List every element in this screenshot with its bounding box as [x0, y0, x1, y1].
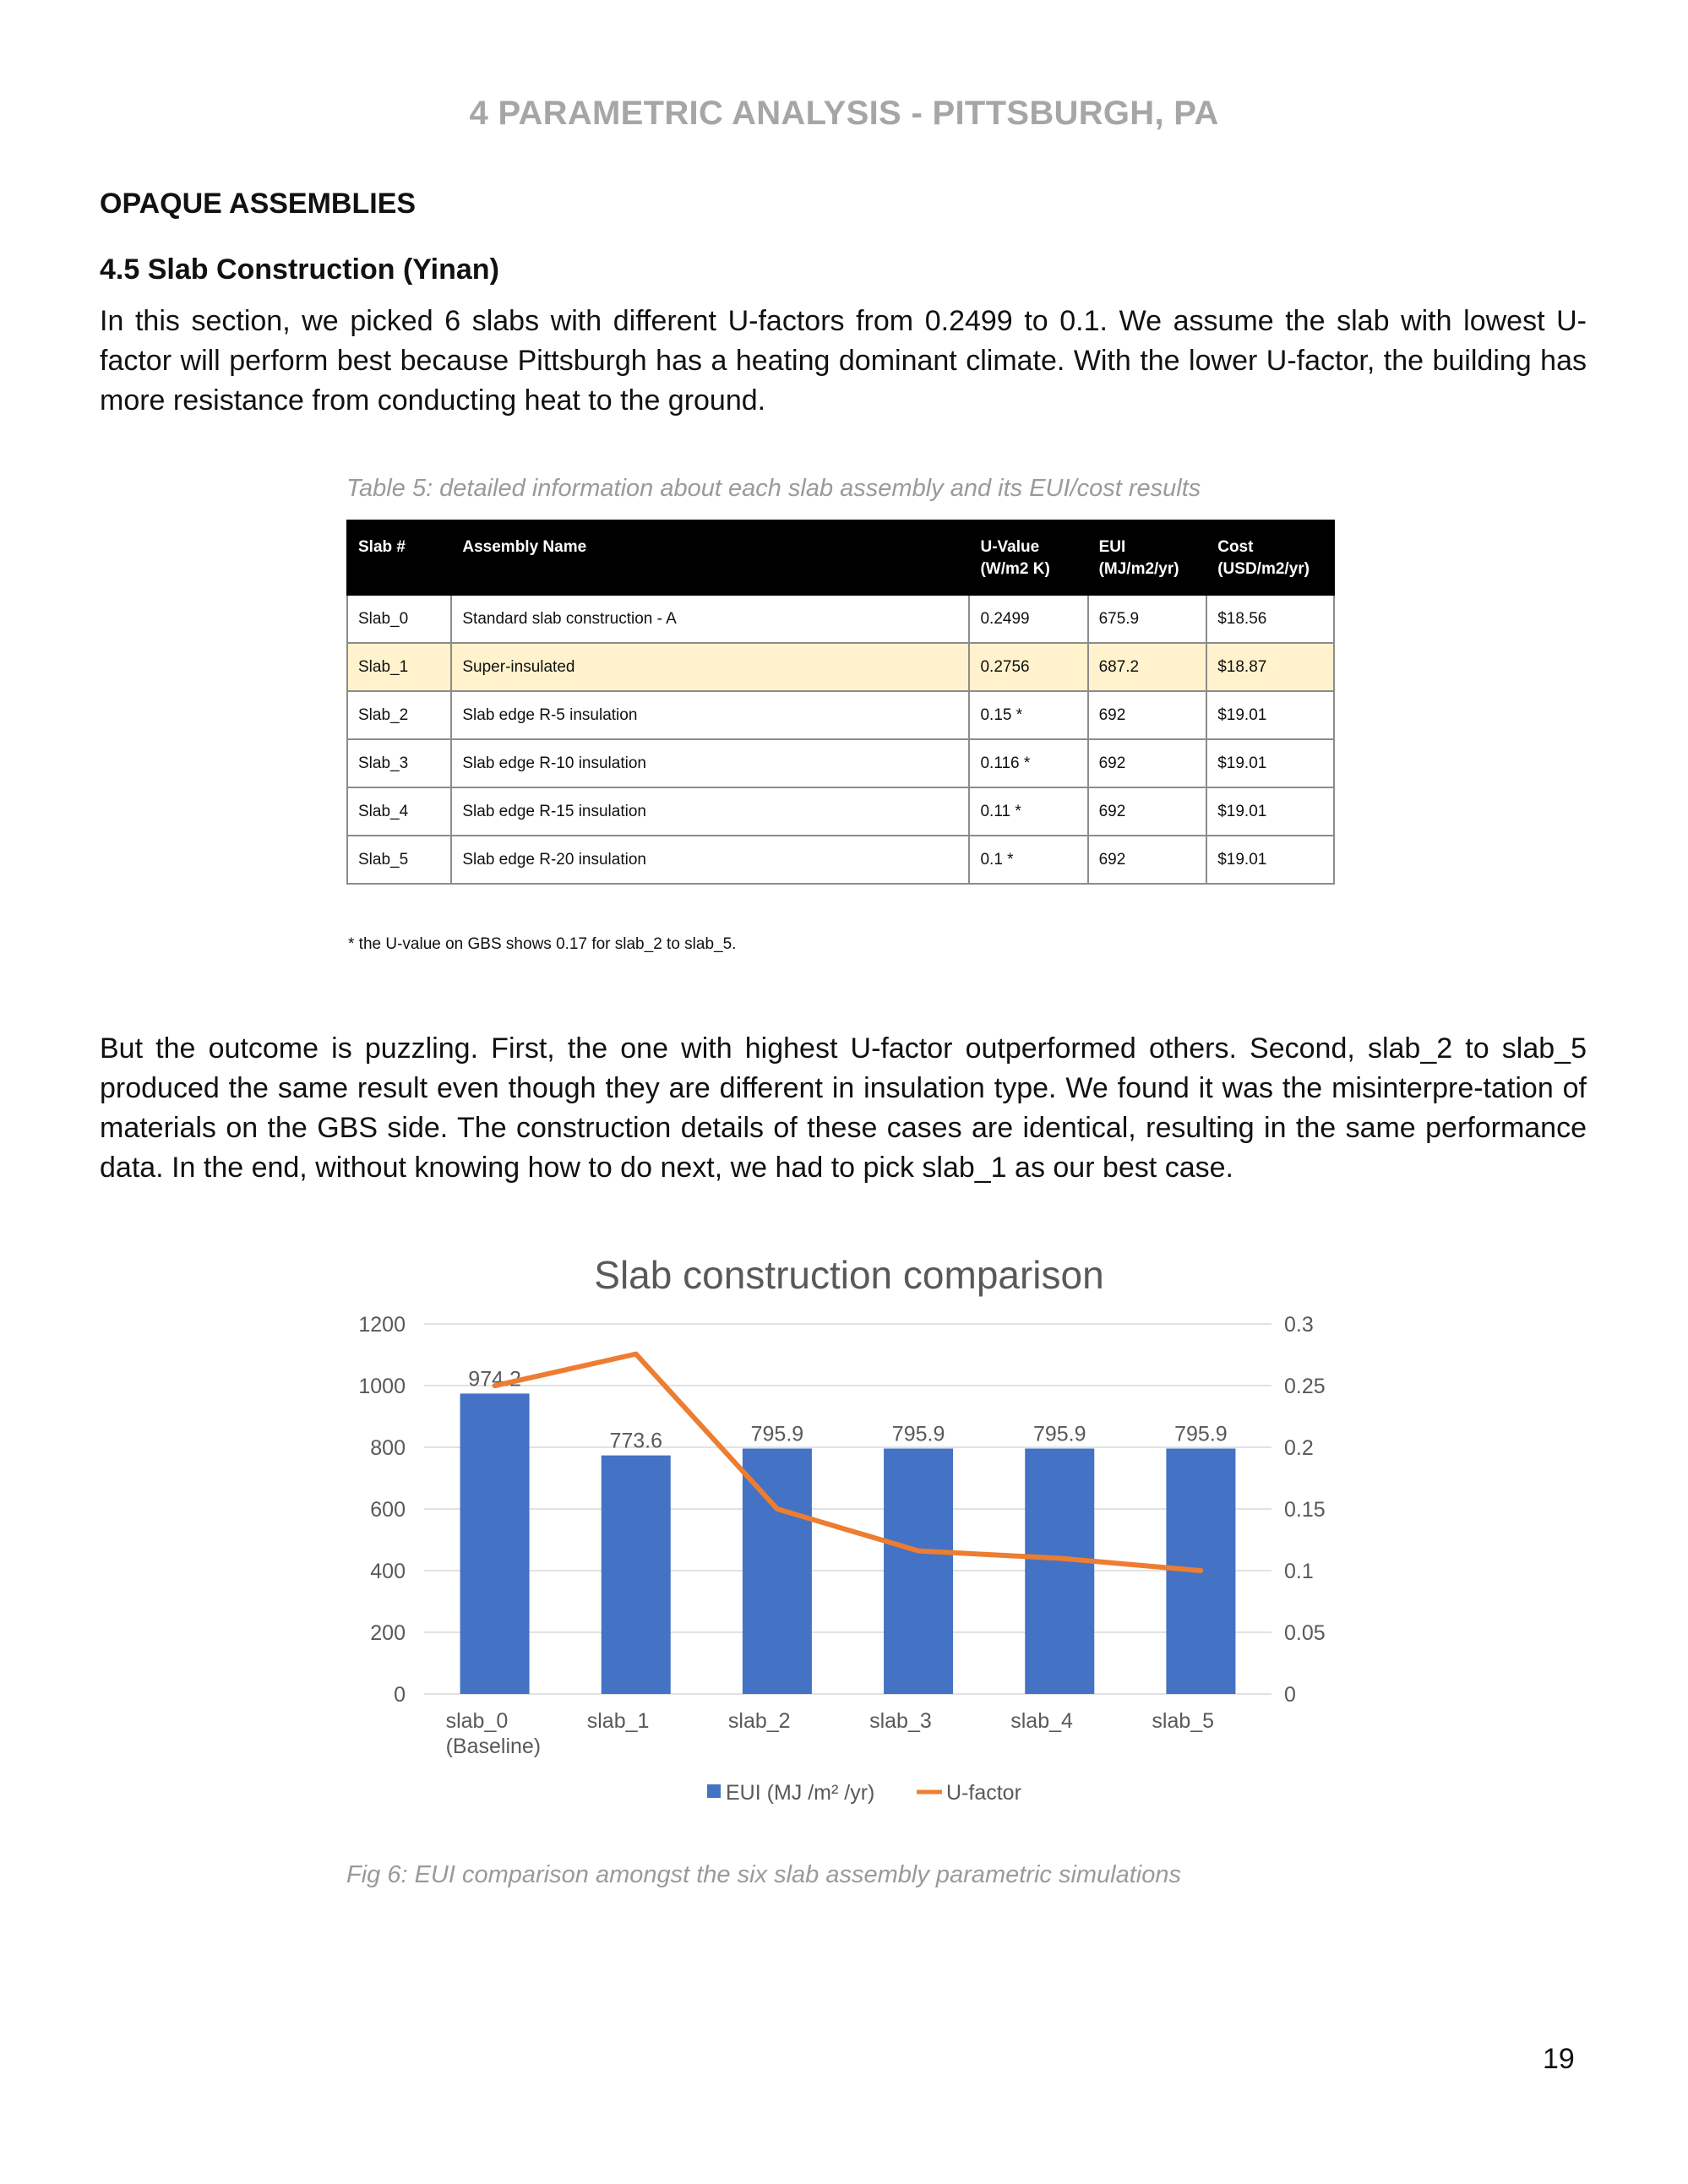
cell-eui: 692: [1088, 787, 1207, 836]
cell-name: Standard slab construction - A: [451, 595, 969, 643]
cell-name: Slab edge R-15 insulation: [451, 787, 969, 836]
subsection-title: 4.5 Slab Construction (Yinan): [100, 253, 499, 286]
col-header-cost-label: Cost: [1217, 538, 1254, 556]
x-axis-tick-label: slab_5: [1152, 1709, 1215, 1733]
chart-bar: [1025, 1448, 1094, 1694]
col-header-name-label: Assembly Name: [462, 538, 587, 556]
cell-slab: Slab_4: [347, 787, 451, 836]
section-title: OPAQUE ASSEMBLIES: [100, 188, 417, 220]
cell-uvalue: 0.2499: [969, 595, 1087, 643]
cell-name: Slab edge R-5 insulation: [451, 691, 969, 739]
x-axis-tick-label: slab_3: [869, 1709, 932, 1733]
y-axis-tick-label: 600: [370, 1498, 406, 1522]
cell-eui: 692: [1088, 739, 1207, 787]
outcome-paragraph: But the outcome is puzzling. First, the one with highest U-factor outperformed others. Second, slab_2 to slab_5 produced the same result even though they are different in insulation type. We found it was the misinterpre-tation of materials on the GBS side. The construction details of these cases are identical, resulting in the same performance data. In the end, without knowing how to do next, we had to pick slab_1 as our best case.: [100, 1032, 1587, 1184]
table-row: [347, 739, 1334, 787]
intro-paragraph: In this section, we picked 6 slabs with different U-factors from 0.2499 to 0.1. We assume the slab with lowest U-factor will perform best because Pittsburgh has a heating dominant climate. With the lower U-factor, the building has more resistance from conducting heat to the ground.: [100, 305, 1587, 417]
y2-axis-tick-label: 0.15: [1284, 1498, 1326, 1522]
y-axis-tick-label: 800: [370, 1436, 406, 1460]
y-axis-tick-label: 400: [370, 1560, 406, 1583]
cell-name: Slab edge R-10 insulation: [451, 739, 969, 787]
col-header-uvalue: [969, 520, 1087, 595]
y2-axis-tick-label: 0.2: [1284, 1436, 1314, 1460]
figure-caption: Fig 6: EUI comparison amongst the six slab assembly parametric simulations: [346, 1861, 1181, 1888]
y2-axis-tick-label: 0: [1284, 1683, 1296, 1707]
cell-eui: 692: [1088, 836, 1207, 884]
cell-cost: $19.01: [1206, 691, 1334, 739]
y2-axis-tick-label: 0.25: [1284, 1375, 1326, 1398]
bar-data-label: 795.9: [1032, 1422, 1086, 1446]
cell-eui: 687.2: [1088, 643, 1207, 691]
col-header-cost: [1206, 520, 1334, 595]
chart-title: Slab construction comparison: [594, 1253, 1104, 1297]
chart-bar: [602, 1456, 671, 1694]
page-number: 19: [1543, 2043, 1575, 2075]
cell-slab: Slab_0: [347, 595, 451, 643]
cell-uvalue: 0.2756: [969, 643, 1087, 691]
u-factor-line: [495, 1354, 1201, 1571]
y-axis-tick-label: 0: [394, 1683, 406, 1707]
cell-slab: Slab_1: [347, 643, 451, 691]
y-axis-tick-label: 1200: [358, 1313, 406, 1337]
cell-eui: 675.9: [1088, 595, 1207, 643]
col-header-cost-unit: (USD/m2/yr): [1217, 560, 1310, 578]
y2-axis-tick-label: 0.3: [1284, 1313, 1314, 1337]
cell-cost: $19.01: [1206, 836, 1334, 884]
x-axis-tick-label: slab_0 (Baseline): [445, 1709, 542, 1758]
bar-data-label: 795.9: [1174, 1422, 1228, 1446]
cell-name: Slab edge R-20 insulation: [451, 836, 969, 884]
bar-data-label: 773.6: [609, 1429, 663, 1453]
table-header-row: [347, 520, 1334, 595]
bar-data-label: 795.9: [750, 1422, 804, 1446]
cell-slab: Slab_5: [347, 836, 451, 884]
col-header-eui-label: EUI: [1098, 538, 1126, 556]
table-row-highlighted: [347, 643, 1334, 691]
x-axis-tick-label: slab_1: [586, 1709, 650, 1733]
cell-uvalue: 0.116 *: [969, 739, 1087, 787]
table-row: [347, 836, 1334, 884]
col-header-eui: [1088, 520, 1207, 595]
chart-bar: [460, 1393, 530, 1694]
cell-cost: $19.01: [1206, 739, 1334, 787]
table-caption: Table 5: detailed information about each slab assembly and its EUI/cost results: [346, 475, 1201, 502]
col-header-slab-label: Slab #: [358, 538, 406, 556]
cell-eui: 692: [1088, 691, 1207, 739]
cell-cost: $18.87: [1206, 643, 1334, 691]
col-header-eui-unit: (MJ/m2/yr): [1098, 560, 1179, 578]
bar-data-label: 795.9: [891, 1422, 945, 1446]
legend-label-eui: EUI (MJ /m² /yr): [726, 1781, 875, 1805]
legend-swatch-eui: [707, 1784, 721, 1798]
x-axis-tick-label: slab_2: [727, 1709, 791, 1733]
slab-comparison-chart: [338, 1225, 1352, 1825]
cell-slab: Slab_3: [347, 739, 451, 787]
legend-label-u-factor: U-factor: [946, 1781, 1021, 1805]
x-axis-tick-label: slab_4: [1010, 1709, 1073, 1733]
cell-uvalue: 0.1 *: [969, 836, 1087, 884]
cell-cost: $18.56: [1206, 595, 1334, 643]
table-row: [347, 787, 1334, 836]
slab-table: [346, 520, 1335, 885]
cell-uvalue: 0.11 *: [969, 787, 1087, 836]
col-header-name: [451, 520, 969, 595]
y-axis-tick-label: 1000: [358, 1375, 406, 1398]
cell-name: Super-insulated: [451, 643, 969, 691]
col-header-slab: [347, 520, 451, 595]
cell-cost: $19.01: [1206, 787, 1334, 836]
bar-data-label: 974.2: [468, 1367, 521, 1392]
cell-slab: Slab_2: [347, 691, 451, 739]
cell-uvalue: 0.15 *: [969, 691, 1087, 739]
table-footnote: * the U-value on GBS shows 0.17 for slab_2 to slab_5.: [348, 935, 737, 953]
table-row: [347, 691, 1334, 739]
y2-axis-tick-label: 0.1: [1284, 1560, 1314, 1583]
y2-axis-tick-label: 0.05: [1284, 1621, 1326, 1645]
chapter-header: 4 PARAMETRIC ANALYSIS - PITTSBURGH, PA: [469, 95, 1219, 132]
col-header-uvalue-label: U-Value: [980, 538, 1040, 556]
y-axis-tick-label: 200: [370, 1621, 406, 1645]
chart-bar: [884, 1448, 953, 1694]
col-header-uvalue-unit: (W/m2 K): [980, 560, 1050, 578]
table-row: [347, 595, 1334, 643]
